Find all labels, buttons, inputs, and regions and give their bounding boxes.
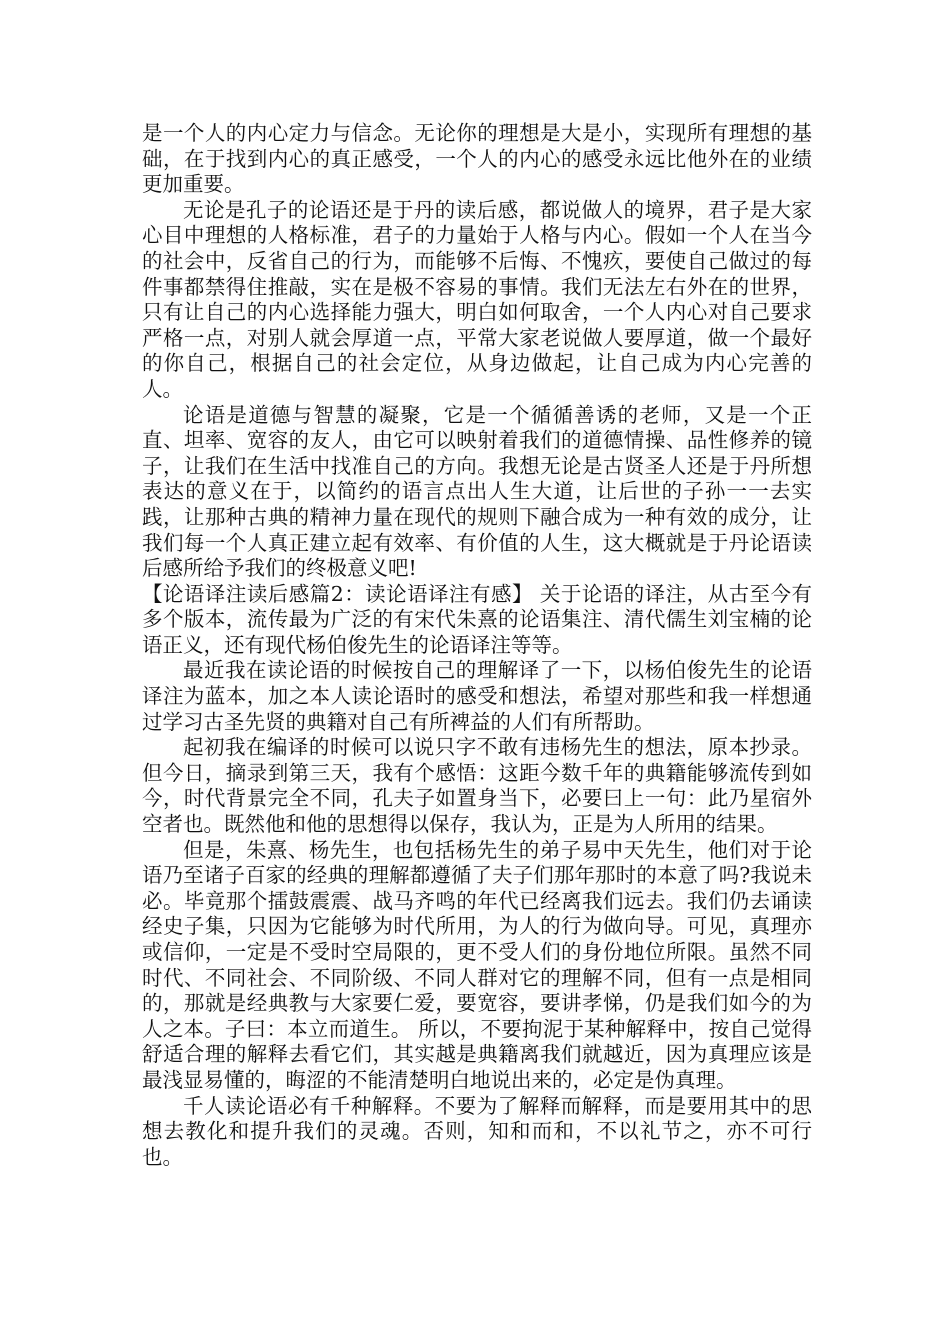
document-body (142, 121, 812, 1170)
paragraph-2: 无论是孔子的论语还是于丹的读后感，都说做人的境界，君子是大家心目中理想的人格标准，君子的力量始于人格与内心。假如一个人在当今的社会中，反省自己的行为，而能够不后悔、不愧疚，要使自己做过的每件事都禁得住推敲，实在是极不容易的事情。我们无法左右外在的世界，只有让自己的内心选择能力强大，明白如何取舍，一个人内心对自己要求严格一点，对别人就会厚道一点，平常大家老说做人要厚道，做一个最好的你自己，根据自己的社会定位，从身边做起，让自己成为内心完善的人。 (142, 197, 812, 401)
paragraph-4-section-heading: 【论语译注读后感篇2：读论语译注有感】 关于论语的译注，从古至今有多个版本，流传最为广泛的有宋代朱熹的论语集注、清代儒生刘宝楠的论语正义，还有现代杨伯俊先生的论语译注等等。 (142, 581, 812, 657)
paragraph-3: 论语是道德与智慧的凝聚，它是一个循循善诱的老师，又是一个正直、坦率、宽容的友人，由它可以映射着我们的道德情操、品性修养的镜子，让我们在生活中找准自己的方向。我想无论是古贤圣人还是于丹所想表达的意义在于，以简约的语言点出人生大道，让后世的子孙一一去实践，让那种古典的精神力量在现代的规则下融合成为一种有效的成分，让我们每一个人真正建立起有效率、有价值的人生，这大概就是于丹论语读后感所给予我们的终极意义吧! (142, 402, 812, 581)
paragraph-8: 千人读论语必有千种解释。不要为了解释而解释，而是要用其中的思想去教化和提升我们的灵魂。否则，知和而和，不以礼节之，亦不可行也。 (142, 1093, 812, 1169)
paragraph-5: 最近我在读论语的时候按自己的理解译了一下，以杨伯俊先生的论语译注为蓝本，加之本人读论语时的感受和想法，希望对那些和我一样想通过学习古圣先贤的典籍对自己有所裨益的人们有所帮助。 (142, 658, 812, 734)
paragraph-7: 但是，朱熹、杨先生，也包括杨先生的弟子易中天先生，他们对于论语乃至诸子百家的经典的理解都遵循了夫子们那年那时的本意了吗?我说未必。毕竟那个擂鼓震震、战马齐鸣的年代已经离我们远去。我们仍去诵读经史子集，只因为它能够为时代所用，为人的行为做向导。可见，真理亦或信仰，一定是不受时空局限的，更不受人们的身份地位所限。虽然不同时代、不同社会、不同阶级、不同人群对它的理解不同，但有一点是相同的，那就是经典教与大家要仁爱，要宽容，要讲孝悌，仍是我们如今的为人之本。子曰：本立而道生。 所以，不要拘泥于某种解释中，按自己觉得舒适合理的解释去看它们，其实越是典籍离我们就越近，因为真理应该是最浅显易懂的，晦涩的不能清楚明白地说出来的，必定是伪真理。 (142, 837, 812, 1092)
paragraph-1: 是一个人的内心定力与信念。无论你的理想是大是小，实现所有理想的基础，在于找到内心的真正感受，一个人的内心的感受永远比他外在的业绩更加重要。 (142, 121, 812, 197)
paragraph-6: 起初我在编译的时候可以说只字不敢有违杨先生的想法，原本抄录。但今日，摘录到第三天，我有个感悟：这距今数千年的典籍能够流传到如今，时代背景完全不同，孔夫子如置身当下，必要曰上一句：此乃星宿外空者也。既然他和他的思想得以保存，我认为，正是为人所用的结果。 (142, 735, 812, 837)
